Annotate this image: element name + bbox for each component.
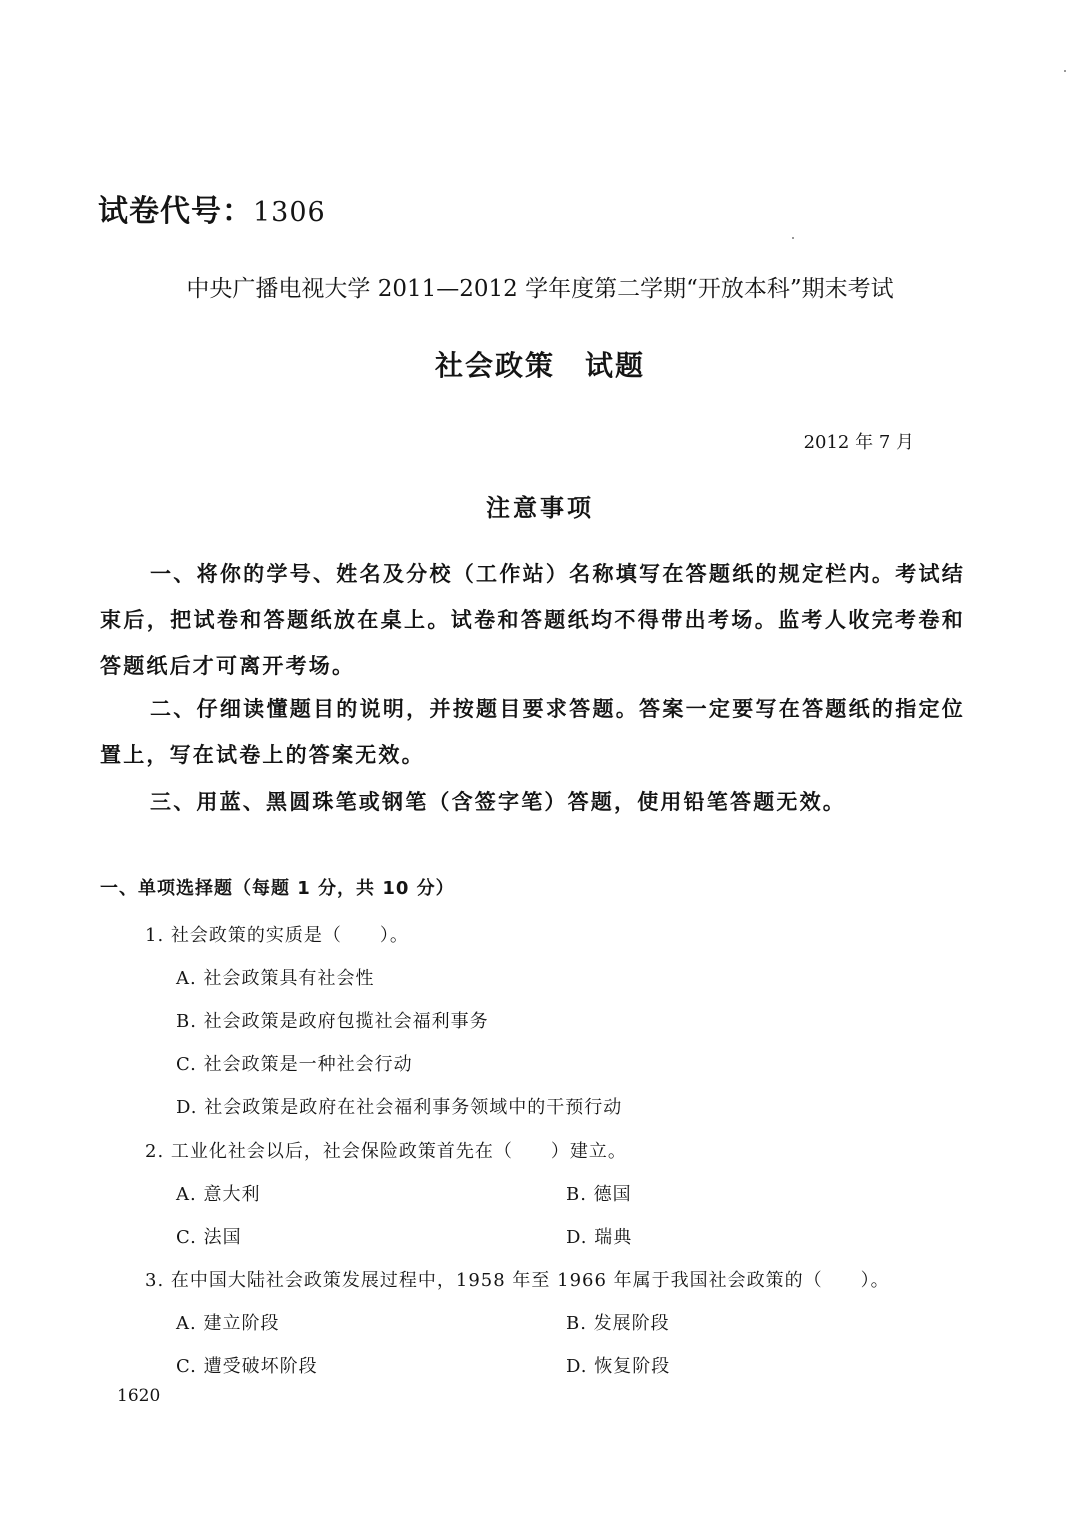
- question-2-option-a: A. 意大利: [176, 1184, 261, 1205]
- notice-item-2: 二、仔细读懂题目的说明，并按题目要求答题。答案一定要写在答题纸的指定位置上，写在试卷上的答案无效。: [100, 697, 965, 767]
- question-3-option-a: A. 建立阶段: [176, 1313, 280, 1334]
- question-3-option-d: D. 恢复阶段: [566, 1356, 671, 1377]
- notice-title: 注意事项: [486, 494, 594, 522]
- paper-code-number: 1306: [253, 197, 326, 228]
- paper-code-label: 试卷代号：: [98, 194, 253, 229]
- question-3-option-c: C. 遭受破坏阶段: [176, 1356, 318, 1377]
- question-2-option-b: B. 德国: [566, 1184, 632, 1205]
- exam-name: 中央广播电视大学 2011—2012 学年度第二学期“开放本科”期末考试: [186, 276, 894, 302]
- question-2-stem: 2. 工业化社会以后，社会保险政策首先在（ ）建立。: [145, 1141, 627, 1162]
- question-2-option-d: D. 瑞典: [566, 1227, 633, 1248]
- notice-item-3: 三、用蓝、黑圆珠笔或钢笔（含签字笔）答题，使用铅笔答题无效。: [150, 790, 846, 814]
- question-2-option-c: C. 法国: [176, 1227, 242, 1248]
- page-number: 1620: [117, 1386, 161, 1406]
- exam-date: 2012 年 7 月: [803, 432, 914, 453]
- question-3-stem: 3. 在中国大陆社会政策发展过程中，1958 年至 1966 年属于我国社会政策的（ ）。: [145, 1270, 890, 1291]
- question-3-option-b: B. 发展阶段: [566, 1313, 670, 1334]
- paper-title: 社会政策 试题: [434, 349, 645, 382]
- question-1-option-b: B. 社会政策是政府包揽社会福利事务: [176, 1011, 489, 1032]
- question-1-stem: 1. 社会政策的实质是（ ）。: [145, 925, 409, 946]
- question-1-option-a: A. 社会政策具有社会性: [176, 968, 375, 989]
- scan-speck: [1064, 70, 1066, 72]
- paper-code: [98, 186, 326, 230]
- question-1-option-d: D. 社会政策是政府在社会福利事务领域中的干预行动: [176, 1097, 623, 1118]
- scan-speck: [792, 237, 794, 239]
- question-1-option-c: C. 社会政策是一种社会行动: [176, 1054, 413, 1075]
- section-heading: 一、单项选择题（每题 1 分，共 10 分）: [100, 878, 455, 899]
- notice-item-1: 一、将你的学号、姓名及分校（工作站）名称填写在答题纸的规定栏内。考试结束后，把试卷和答题纸放在桌上。试卷和答题纸均不得带出考场。监考人收完考卷和答题纸后才可离开考场。: [100, 562, 965, 678]
